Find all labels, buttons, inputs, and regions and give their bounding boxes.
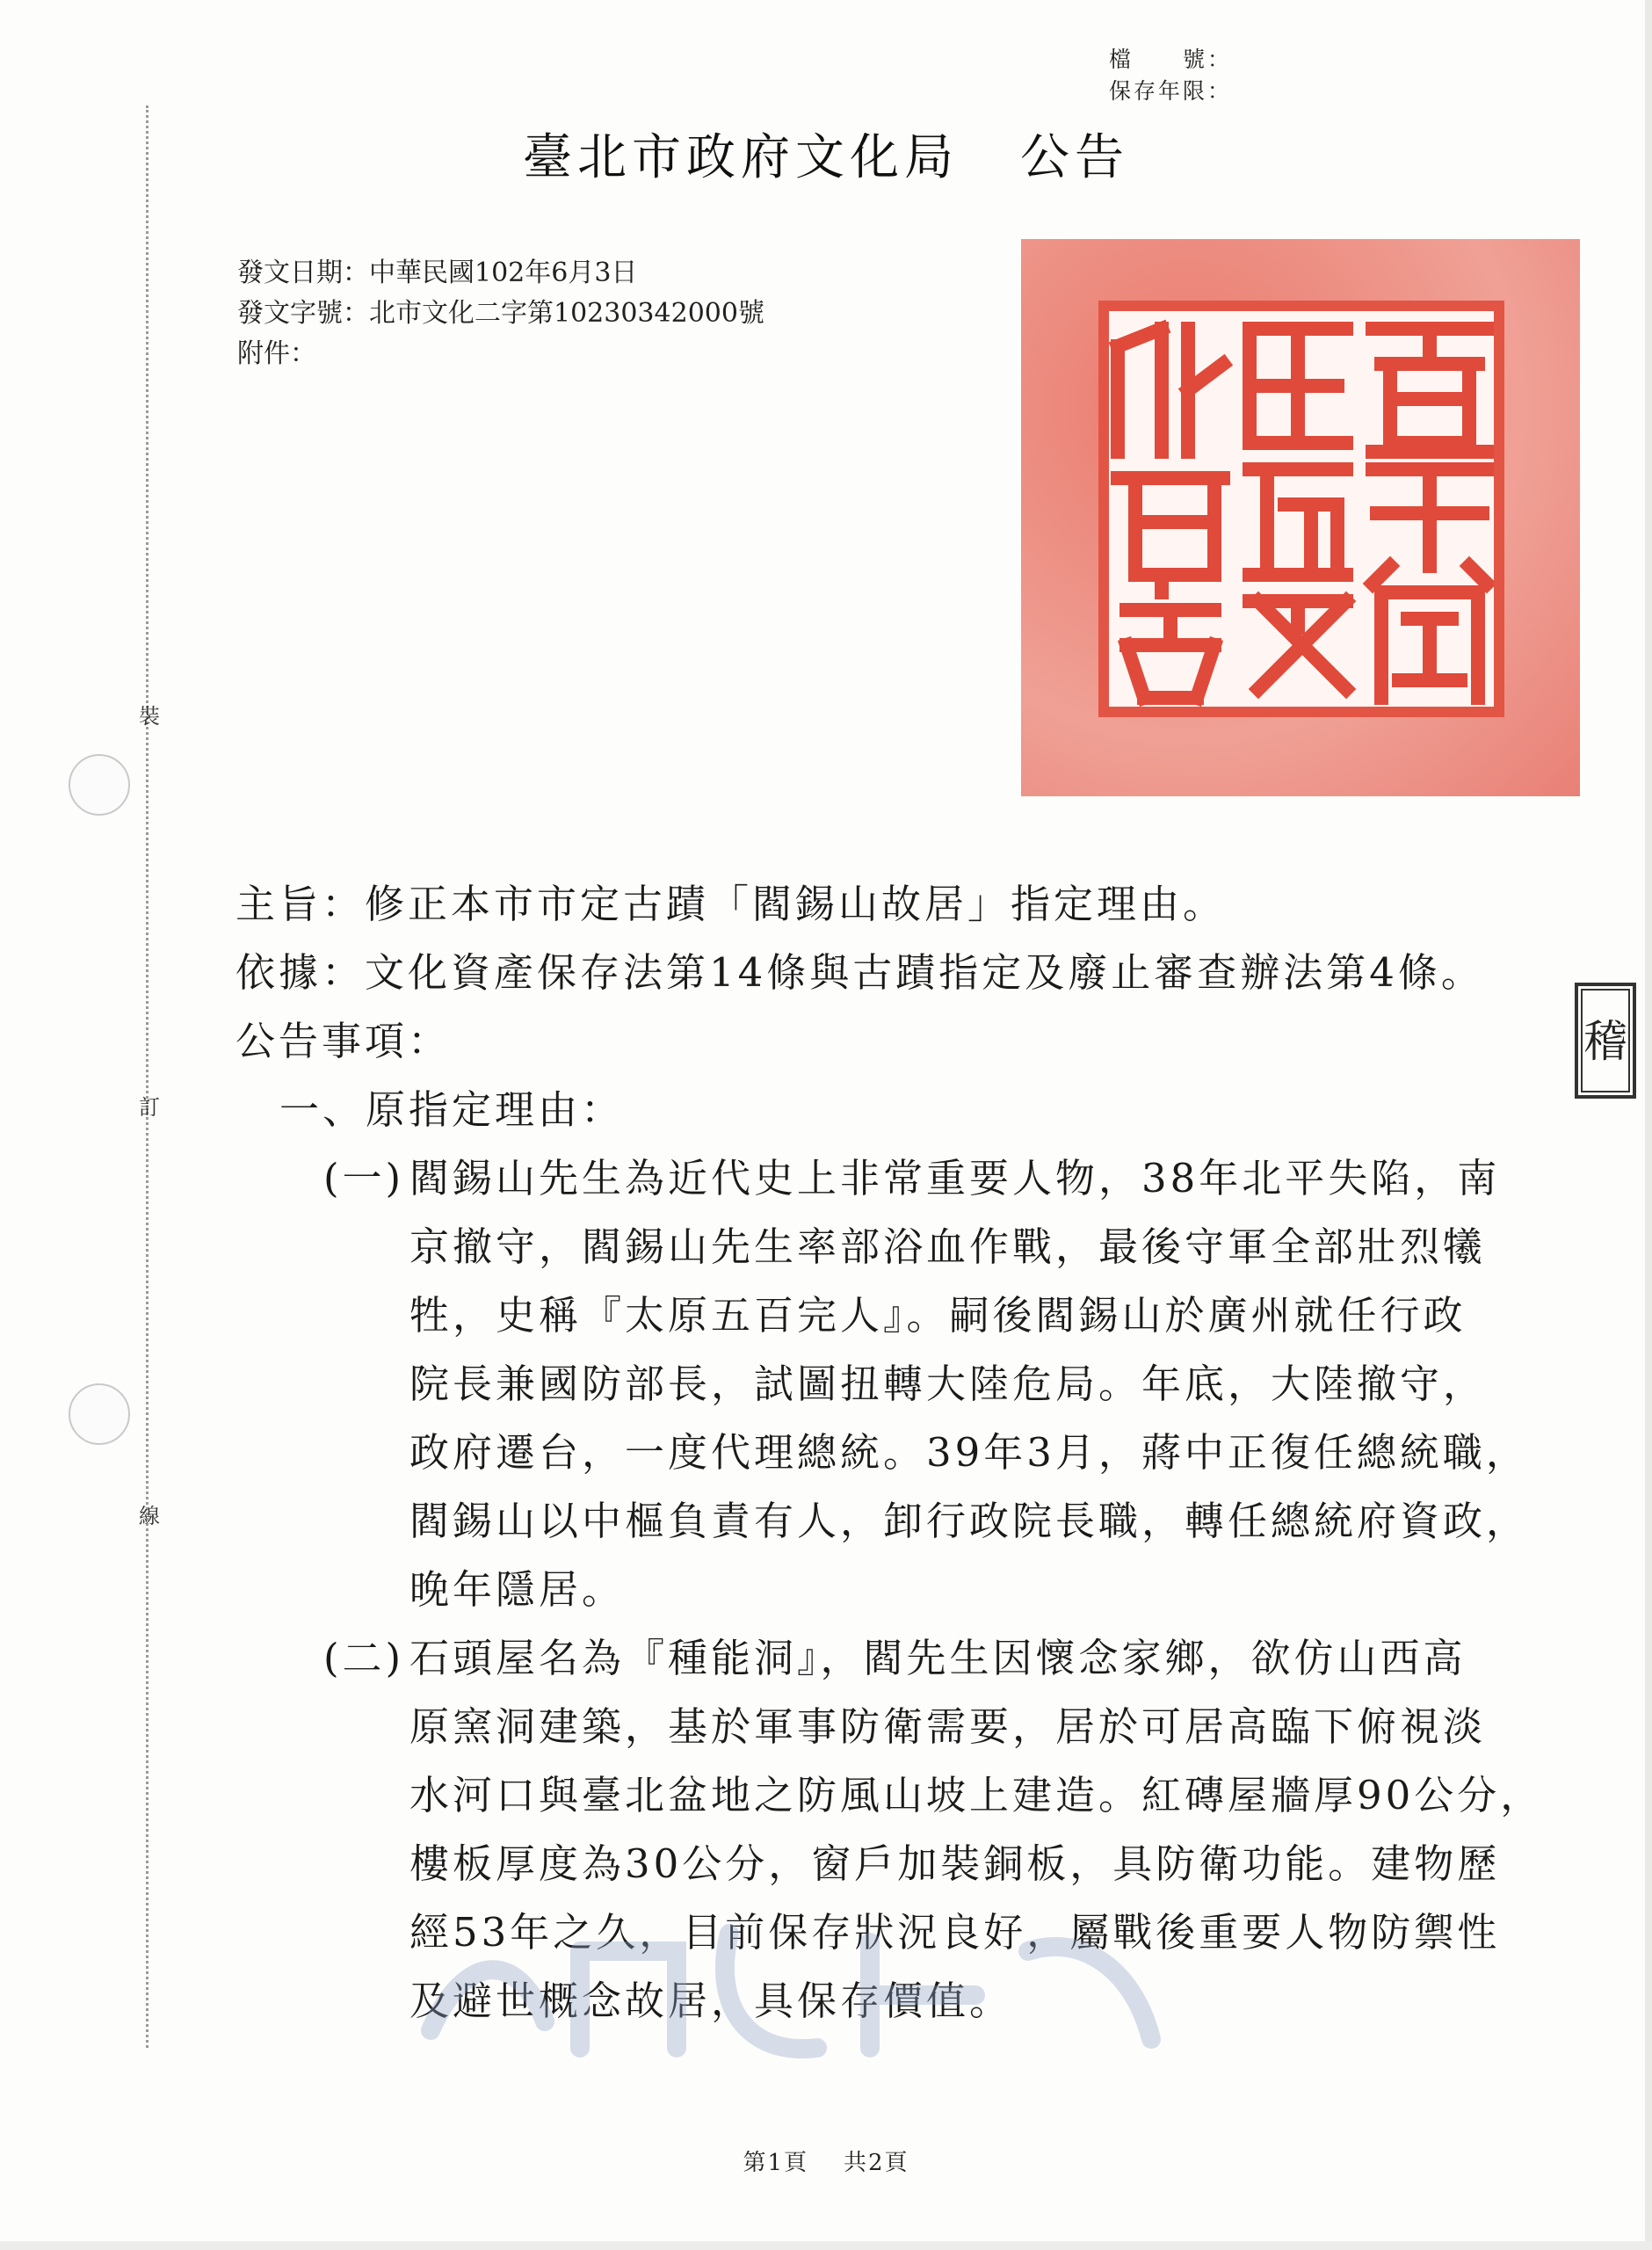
scan-edge-bottom (0, 2241, 1652, 2250)
scan-edge-right (1645, 0, 1652, 2250)
title-org: 臺北市政府文化局 (523, 129, 959, 186)
item-2-line: 原窯洞建築，基於軍事防衛需要，居於可居高臨下俯視淡 (409, 1703, 1487, 1750)
basis-line: 依據：文化資產保存法第14條與古蹟指定及廢止審查辦法第4條。 (235, 949, 1484, 996)
subject-line: 主旨：修正本市市定古蹟「閻錫山故居」指定理由。 (235, 881, 1227, 927)
binding-label-xian: 線 (139, 1504, 160, 1528)
binding-label-zhuang: 裝 (139, 704, 160, 729)
item-2-line: 石頭屋名為『種能洞』，閻先生因懷念家鄉，欲仿山西高 (409, 1635, 1467, 1681)
file-meta (1109, 44, 1232, 107)
item-1-line: 晚年隱居。 (409, 1566, 626, 1613)
item-2-line: 水河口與臺北盆地之防風山坡上建造。紅磚屋牆厚90公分， (409, 1772, 1544, 1818)
official-seal (1021, 239, 1580, 796)
title-doc-type: 公告 (1020, 129, 1129, 186)
announcement-body (235, 870, 1544, 2036)
binding-line (146, 105, 149, 2048)
item-2-line: 樓板厚度為30公分，窗戶加裝銅板，具防衛功能。建物歷 (409, 1840, 1501, 1887)
item-1-line: 牲，史稱『太原五百完人』。嗣後閻錫山於廣州就任行政 (409, 1292, 1467, 1339)
punch-hole-top (69, 754, 130, 816)
document-title (0, 119, 1652, 189)
item-1-line: 閻錫山以中樞負責有人，卸行政院長職，轉任總統府資政， (409, 1498, 1530, 1544)
item-1-line: 院長兼國防部長，試圖扭轉大陸危局。年底，大陸撤守， (409, 1361, 1487, 1407)
check-stamp (1575, 983, 1636, 1099)
page-total: 共2頁 (844, 2150, 909, 2176)
faint-bleed-through-stamp (413, 1898, 1186, 2065)
issue-date: 發文日期：中華民國102年6月3日 (237, 258, 638, 288)
document-number: 發文字號：北市文化二字第10230342000號 (237, 298, 764, 329)
item-2-label: (二) (323, 1635, 405, 1681)
binding-label-ding: 訂 (139, 1095, 160, 1120)
notice-heading: 公告事項： (235, 1018, 452, 1064)
attachment-field: 附件： (237, 338, 316, 369)
header-fields (237, 253, 764, 374)
reason-item-1 (323, 1144, 1536, 1624)
item-2-line: 經53年之久，目前保存狀況良好，屬戰後重要人物防禦性 (409, 1909, 1501, 1956)
item-1-line: 京撤守，閻錫山先生率部浴血作戰，最後守軍全部壯烈犧 (409, 1223, 1487, 1270)
item-1-line: 閻錫山先生為近代史上非常重要人物，38年北平失陷，南 (409, 1155, 1501, 1201)
item-2-line: 及避世概念故居，具保存價值。 (409, 1978, 1013, 2024)
seal-script-glyphs (1109, 311, 1494, 707)
item-1-label: (一) (323, 1155, 405, 1201)
section1-heading: 一、原指定理由： (279, 1086, 625, 1133)
punch-hole-bottom (69, 1383, 130, 1445)
archive-no-label: 檔 號： (1109, 47, 1233, 72)
page-footer (0, 2145, 1652, 2177)
check-stamp-char: 稽 (1581, 989, 1630, 1092)
retention-label: 保存年限： (1109, 78, 1233, 104)
item-1-line: 政府遷台，一度代理總統。39年3月，蔣中正復任總統職， (409, 1429, 1529, 1476)
page-number: 第1頁 (743, 2150, 808, 2176)
